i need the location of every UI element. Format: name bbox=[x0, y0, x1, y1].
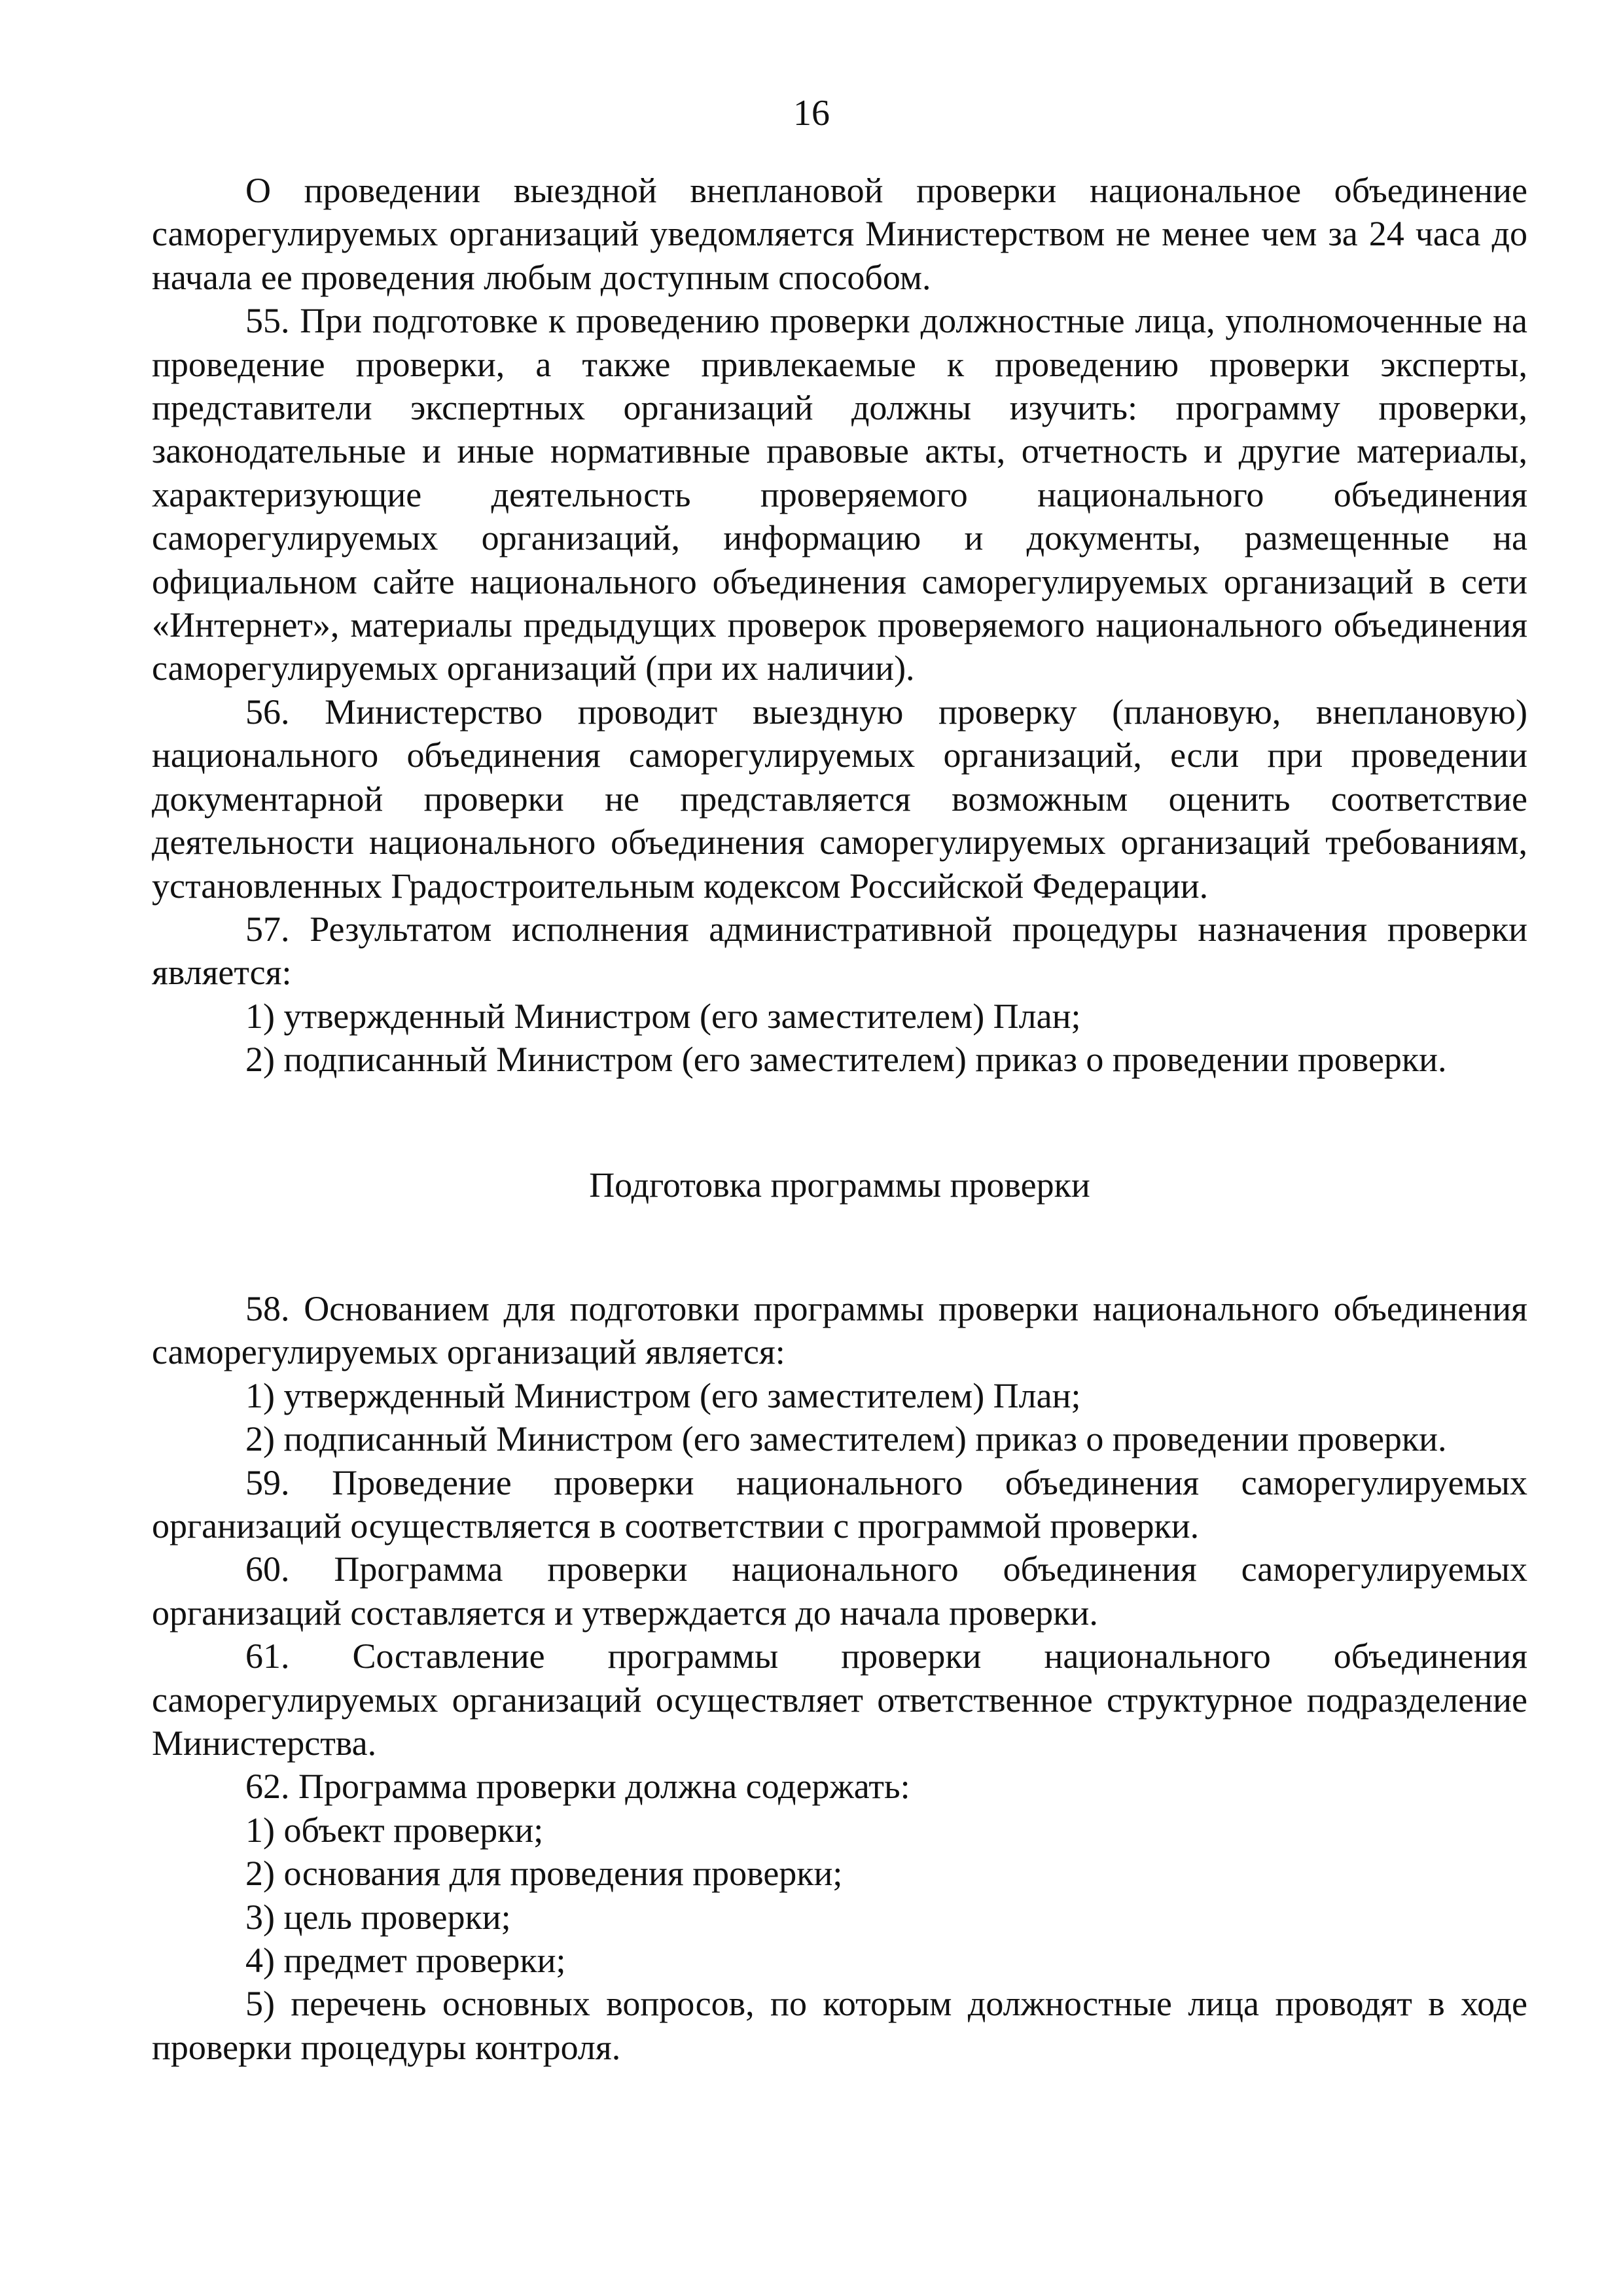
paragraph-59: 59. Проведение проверки национального объединения саморегулируемых организаций осуществляется в соответствии с программой проверки. bbox=[152, 1462, 1527, 1545]
paragraph-62-item-4: 4) предмет проверки; bbox=[245, 1941, 566, 1981]
paragraph-58-item-1: 1) утвержденный Министром (его заместителем) План; bbox=[245, 1375, 1081, 1415]
paragraph-55: 55. При подготовке к проведению проверки должностные лица, уполномоченные на проведение проверки, а также привлекаемые к проведению проверки эксперты, представители экспертных организаций должны изучить: программу проверки, законодательные и иные нормативные правовые акты, отчетность и другие материалы, характеризующие деятельность проверяемого национального объединения саморегулируемых организаций, информацию и документы, размещенные на официальном сайте национального объединения саморегулируемых организаций в сети «Интернет», материалы предыдущих проверок проверяемого национального объединения саморегулируемых организаций (при их наличии). bbox=[152, 301, 1527, 688]
paragraph-57-item-2: 2) подписанный Министром (его заместителем) приказ о проведении проверки. bbox=[245, 1040, 1447, 1080]
paragraph-62: 62. Программа проверки должна содержать: bbox=[245, 1767, 910, 1807]
paragraph-58: 58. Основанием для подготовки программы проверки национального объединения саморегулируемых организаций является: bbox=[152, 1288, 1527, 1372]
paragraph-58-item-2: 2) подписанный Министром (его заместителем) приказ о проведении проверки. bbox=[245, 1419, 1447, 1459]
paragraph-61: 61. Составление программы проверки национального объединения саморегулируемых организаций осуществляет ответственное структурное подразделение Министерства. bbox=[152, 1636, 1527, 1763]
section-heading: Подготовка программы проверки bbox=[589, 1165, 1090, 1205]
paragraph-62-item-1: 1) объект проверки; bbox=[245, 1810, 544, 1850]
paragraph-notification: О проведении выездной внеплановой проверки национальное объединение саморегулируемых организаций уведомляется Министерством не менее чем за 24 часа до начала ее проведения любым доступным способом. bbox=[152, 171, 1527, 297]
document-body bbox=[152, 169, 1527, 2069]
paragraph-57: 57. Результатом исполнения административной процедуры назначения проверки является: bbox=[152, 909, 1527, 993]
page-number: 16 bbox=[793, 93, 830, 133]
paragraph-57-item-1: 1) утвержденный Министром (его заместителем) План; bbox=[245, 996, 1081, 1036]
paragraph-56: 56. Министерство проводит выездную проверку (плановую, внеплановую) национального объединения саморегулируемых организаций, если при проведении документарной проверки не представляется возможным оценить соответствие деятельности национального объединения саморегулируемых организаций требованиям, установленных Градостроительным кодексом Российской Федерации. bbox=[152, 692, 1527, 906]
paragraph-62-item-2: 2) основания для проведения проверки; bbox=[245, 1854, 843, 1894]
paragraph-62-item-5: 5) перечень основных вопросов, по которым должностные лица проводят в ходе проверки процедуры контроля. bbox=[152, 1984, 1527, 2067]
paragraph-62-item-3: 3) цель проверки; bbox=[245, 1897, 511, 1937]
paragraph-60: 60. Программа проверки национального объединения саморегулируемых организаций составляется и утверждается до начала проверки. bbox=[152, 1549, 1527, 1633]
